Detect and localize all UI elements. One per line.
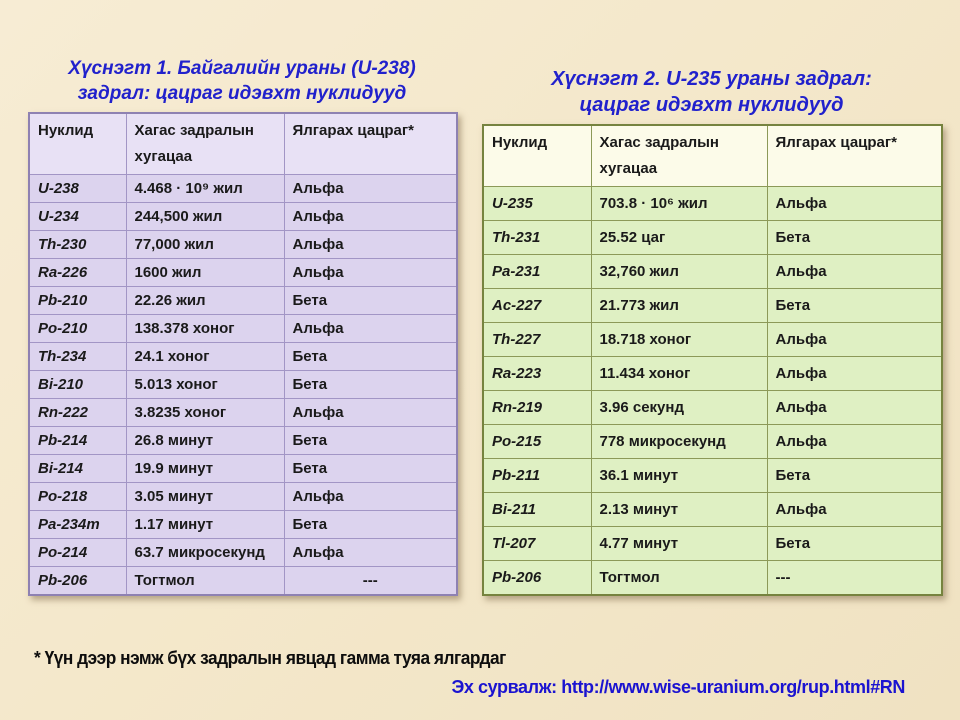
table-row bbox=[29, 511, 457, 539]
cell-half-life: 25.52 цаг bbox=[591, 221, 767, 255]
cell-half-life: 2.13 минут bbox=[591, 493, 767, 527]
cell-radiation: Бета bbox=[284, 455, 457, 483]
cell-nuclide: U-234 bbox=[29, 203, 126, 231]
cell-half-life: 11.434 хоног bbox=[591, 357, 767, 391]
column-header: Ялгарах цацраг* bbox=[767, 125, 942, 187]
cell-half-life: 1.17 минут bbox=[126, 511, 284, 539]
column-header: Нуклид bbox=[483, 125, 591, 187]
u235-decay-table bbox=[482, 124, 943, 596]
cell-half-life: 5.013 хоног bbox=[126, 371, 284, 399]
cell-nuclide: Ra-226 bbox=[29, 259, 126, 287]
cell-radiation: Альфа bbox=[767, 357, 942, 391]
cell-radiation: Альфа bbox=[767, 323, 942, 357]
cell-nuclide: U-238 bbox=[29, 175, 126, 203]
table-row bbox=[29, 203, 457, 231]
table-row bbox=[29, 567, 457, 596]
cell-nuclide: Bi-210 bbox=[29, 371, 126, 399]
table1-head bbox=[29, 113, 457, 175]
table-row bbox=[29, 175, 457, 203]
footnote: * Үүн дээр нэмж бүх задралын явцад гамма туяа ялгардаг bbox=[34, 648, 506, 668]
cell-half-life: 18.718 хоног bbox=[591, 323, 767, 357]
cell-half-life: 3.8235 хоног bbox=[126, 399, 284, 427]
header-row bbox=[29, 113, 457, 175]
cell-half-life: 77,000 жил bbox=[126, 231, 284, 259]
cell-radiation: Альфа bbox=[284, 539, 457, 567]
cell-radiation: Бета bbox=[284, 343, 457, 371]
cell-nuclide: Po-218 bbox=[29, 483, 126, 511]
cell-nuclide: Pb-206 bbox=[29, 567, 126, 596]
cell-nuclide: Th-234 bbox=[29, 343, 126, 371]
column-header: Ялгарах цацраг* bbox=[284, 113, 457, 175]
cell-nuclide: Th-230 bbox=[29, 231, 126, 259]
cell-nuclide: Po-214 bbox=[29, 539, 126, 567]
cell-half-life: 138.378 хоног bbox=[126, 315, 284, 343]
cell-half-life: 703.8 · 10⁶ жил bbox=[591, 187, 767, 221]
cell-nuclide: Bi-214 bbox=[29, 455, 126, 483]
cell-half-life: 63.7 микросекунд bbox=[126, 539, 284, 567]
cell-half-life: 21.773 жил bbox=[591, 289, 767, 323]
table-row bbox=[29, 371, 457, 399]
cell-half-life: Тогтмол bbox=[126, 567, 284, 596]
cell-nuclide: Po-210 bbox=[29, 315, 126, 343]
cell-nuclide: Ra-223 bbox=[483, 357, 591, 391]
table-row bbox=[29, 287, 457, 315]
cell-half-life: 244,500 жил bbox=[126, 203, 284, 231]
cell-radiation: Альфа bbox=[767, 255, 942, 289]
cell-nuclide: Pa-231 bbox=[483, 255, 591, 289]
cell-radiation: Альфа bbox=[284, 315, 457, 343]
cell-radiation: Альфа bbox=[767, 391, 942, 425]
cell-half-life: 3.05 минут bbox=[126, 483, 284, 511]
cell-half-life: 32,760 жил bbox=[591, 255, 767, 289]
header-row bbox=[483, 125, 942, 187]
cell-nuclide: Pb-210 bbox=[29, 287, 126, 315]
cell-nuclide: U-235 bbox=[483, 187, 591, 221]
cell-radiation: Бета bbox=[767, 289, 942, 323]
table-row bbox=[29, 455, 457, 483]
cell-radiation: Альфа bbox=[284, 231, 457, 259]
table-row bbox=[483, 493, 942, 527]
table-row bbox=[483, 459, 942, 493]
cell-half-life: 4.468 · 10⁹ жил bbox=[126, 175, 284, 203]
cell-half-life: 778 микросекунд bbox=[591, 425, 767, 459]
cell-half-life: 36.1 минут bbox=[591, 459, 767, 493]
cell-half-life: 1600 жил bbox=[126, 259, 284, 287]
table-row bbox=[483, 323, 942, 357]
cell-half-life: Тогтмол bbox=[591, 561, 767, 596]
cell-radiation: Бета bbox=[284, 511, 457, 539]
cell-radiation: Бета bbox=[284, 371, 457, 399]
table-row bbox=[483, 289, 942, 323]
cell-radiation: Альфа bbox=[767, 493, 942, 527]
table-row bbox=[483, 391, 942, 425]
cell-nuclide: Rn-222 bbox=[29, 399, 126, 427]
u235-table-section bbox=[482, 66, 941, 596]
cell-radiation: Бета bbox=[284, 287, 457, 315]
cell-nuclide: Tl-207 bbox=[483, 527, 591, 561]
cell-radiation: --- bbox=[284, 567, 457, 596]
u238-decay-table bbox=[28, 112, 458, 596]
table-row bbox=[483, 255, 942, 289]
cell-nuclide: Bi-211 bbox=[483, 493, 591, 527]
cell-radiation: Альфа bbox=[284, 259, 457, 287]
cell-radiation: Альфа bbox=[284, 175, 457, 203]
cell-radiation: Альфа bbox=[284, 203, 457, 231]
cell-nuclide: Pb-206 bbox=[483, 561, 591, 596]
column-header: Хагас задралын хугацаа bbox=[126, 113, 284, 175]
cell-nuclide: Th-231 bbox=[483, 221, 591, 255]
cell-half-life: 24.1 хоног bbox=[126, 343, 284, 371]
cell-nuclide: Po-215 bbox=[483, 425, 591, 459]
table-row bbox=[483, 221, 942, 255]
cell-nuclide: Rn-219 bbox=[483, 391, 591, 425]
table-row bbox=[29, 231, 457, 259]
table-row bbox=[483, 527, 942, 561]
cell-radiation: Альфа bbox=[284, 483, 457, 511]
column-header: Нуклид bbox=[29, 113, 126, 175]
cell-radiation: Бета bbox=[767, 459, 942, 493]
cell-half-life: 22.26 жил bbox=[126, 287, 284, 315]
table-row bbox=[483, 357, 942, 391]
cell-half-life: 26.8 минут bbox=[126, 427, 284, 455]
table-row bbox=[29, 427, 457, 455]
cell-nuclide: Pb-211 bbox=[483, 459, 591, 493]
table1-title bbox=[28, 56, 456, 106]
cell-half-life: 19.9 минут bbox=[126, 455, 284, 483]
table2-head bbox=[483, 125, 942, 187]
table1-title-line2: задрал: цацраг идэвхт нуклидууд bbox=[77, 83, 407, 104]
table-row bbox=[483, 425, 942, 459]
cell-half-life: 3.96 секунд bbox=[591, 391, 767, 425]
column-header: Хагас задралын хугацаа bbox=[591, 125, 767, 187]
table2-body bbox=[483, 187, 942, 596]
source-link[interactable]: Эх сурвалж: http://www.wise-uranium.org/rup.html#RN bbox=[451, 677, 905, 697]
cell-radiation: Бета bbox=[767, 221, 942, 255]
table-row bbox=[29, 539, 457, 567]
cell-nuclide: Ac-227 bbox=[483, 289, 591, 323]
cell-nuclide: Pa-234m bbox=[29, 511, 126, 539]
u238-table-section bbox=[28, 56, 456, 596]
table-row bbox=[29, 343, 457, 371]
table1-body bbox=[29, 175, 457, 596]
cell-nuclide: Pb-214 bbox=[29, 427, 126, 455]
table-row bbox=[29, 483, 457, 511]
cell-radiation: Альфа bbox=[284, 399, 457, 427]
table-row bbox=[483, 187, 942, 221]
cell-radiation: --- bbox=[767, 561, 942, 596]
table-row bbox=[29, 315, 457, 343]
table2-title-line1: Хүснэгт 2. U-235 ураны задрал: bbox=[551, 68, 872, 90]
table-row bbox=[29, 259, 457, 287]
table2-title-line2: цацраг идэвхт нуклидууд bbox=[579, 94, 844, 116]
table2-title bbox=[482, 66, 941, 118]
cell-radiation: Бета bbox=[284, 427, 457, 455]
cell-radiation: Альфа bbox=[767, 187, 942, 221]
cell-radiation: Бета bbox=[767, 527, 942, 561]
cell-radiation: Альфа bbox=[767, 425, 942, 459]
table-row bbox=[29, 399, 457, 427]
table-row bbox=[483, 561, 942, 596]
cell-nuclide: Th-227 bbox=[483, 323, 591, 357]
table1-title-line1: Хүснэгт 1. Байгалийн ураны (U-238) bbox=[68, 58, 416, 79]
cell-half-life: 4.77 минут bbox=[591, 527, 767, 561]
